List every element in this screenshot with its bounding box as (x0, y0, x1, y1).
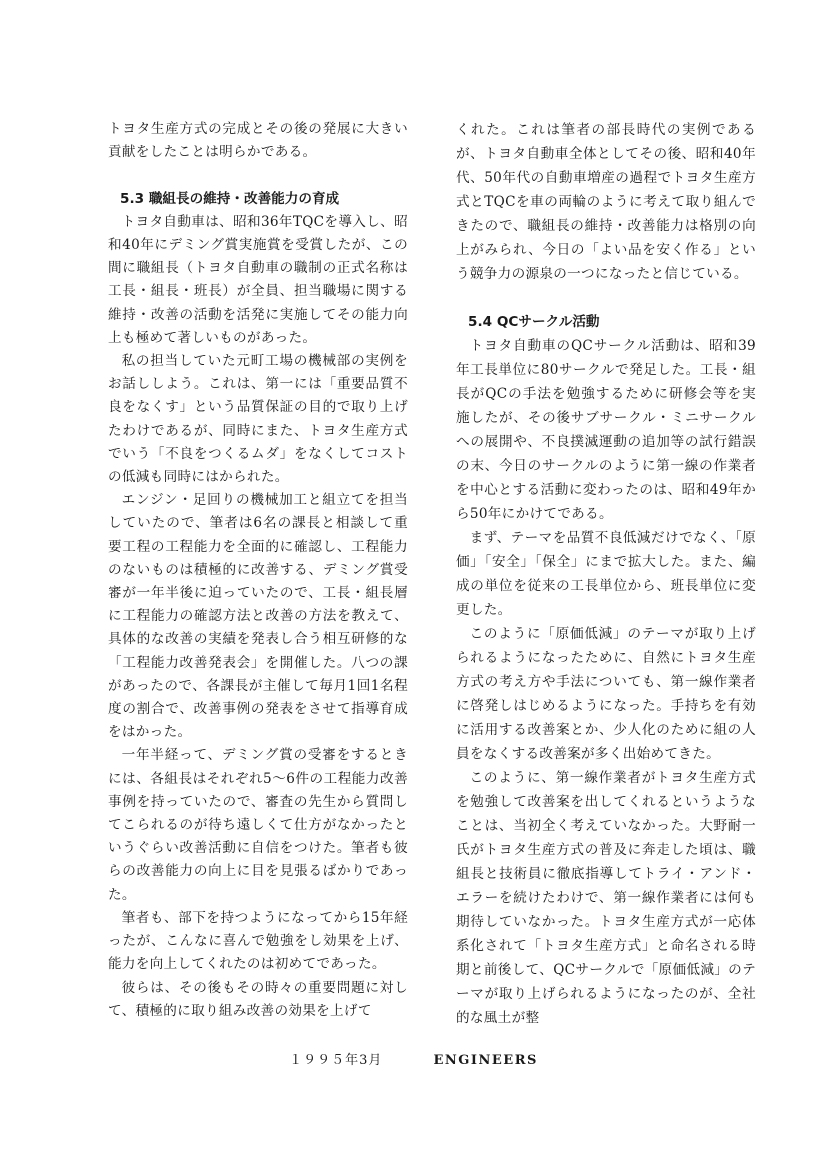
paragraph: 私の担当していた元町工場の機械部の実例をお話ししよう。これは、第一には「重要品質不良をなくす」という品質保証の目的で取り上げたわけであるが、同時にまた、トヨタ生産方式でいう「不良をつくるムダ」をなくしてコストの低減も同時にはかられた。 (108, 353, 408, 486)
paragraph: 一年半経って、デミング賞の受審をするときには、各組長はそれぞれ5〜6件の工程能力改善事例を持っていたので、審査の先生から質問してこられるのが待ち遠しくて仕方がなかったというぐらい改善活動に自信をつけた。筆者も彼らの改善能力の向上に目を見張るばかりであった。 (108, 747, 408, 903)
section-heading-5-4: 5.4 QCサークル活動 (468, 314, 600, 330)
spacer (108, 164, 408, 187)
left-column (108, 118, 408, 1023)
spacer (456, 286, 756, 310)
paragraph: トヨタ自動車のQCサークル活動は、昭和39年工長単位に80サークルで発足した。工長・組長がQCの手法を勉強するために研修会等を実施したが、その後サブサークル・ミニサークルへの展開や、不良撲滅運動の追加等の試行錯誤の末、今日のサークルのように第一線の作業者を中心とする活動に変わったのは、昭和49年から50年にかけてである。 (456, 338, 756, 522)
paragraph: 彼らは、その後もその時々の重要問題に対して、積極的に取り組み改善の効果を上げて (108, 979, 408, 1019)
paragraph: トヨタ生産方式の完成とその後の発展に大きい貢献をしたことは明らかである。 (108, 121, 408, 161)
paragraph: トヨタ自動車は、昭和36年TQCを導入し、昭和40年にデミング賞実施賞を受賞したが、この間に職組長（トヨタ自動車の職制の正式名称は工長・組長・班長）が全員、担当職場に関する維持・改善の活動を活発に実施してその能力向上も極めて著しいものがあった。 (108, 213, 408, 346)
page-footer (0, 1049, 827, 1068)
paragraph: 筆者も、部下を持つようになってから15年経ったが、こんなに喜んで勉強をし効果を上げ、能力を向上してくれたのは初めてであった。 (108, 909, 408, 973)
paragraph: まず、テーマを品質不良低減だけでなく、「原価」「安全」「保全」にまで拡大した。また、編成の単位を従来の工長単位から、班長単位に変更した。 (456, 530, 756, 618)
paragraph: このように「原価低減」のテーマが取り上げられるようになったために、自然にトヨタ生産方式の考え方や手法についても、第一線作業者に啓発しはじめるようになった。手持ちを有効に活用する改善案とか、少人化のために組の人員をなくする改善案が多く出始めてきた。 (456, 626, 756, 762)
paragraph: エンジン・足回りの機械加工と組立てを担当していたので、筆者は6名の課長と相談して重要工程の工程能力を全面的に確認し、工程能力のないものは積極的に改善する、デミング賞受審が一年半後に迫っていたので、工長・組長層に工程能力の確認方法と改善の方法を教えて、具体的な改善の実績を発表し合う相互研修的な「工程能力改善発表会」を開催した。八つの課があったので、各課長が主催して毎月1回1名程度の割合で、改善事例の発表をさせて指導育成をはかった。 (108, 492, 408, 741)
right-column (456, 118, 756, 1030)
footer-issue-date: １９９５年3月 (289, 1053, 383, 1068)
section-heading-5-3: 5.3 職組長の維持・改善能力の育成 (120, 190, 340, 207)
paragraph: このように、第一線作業者がトヨタ生産方式を勉強して改善案を出してくれるというようなことは、当初全く考えていなかった。大野耐一氏がトヨタ生産方式の普及に奔走した頃は、職組長と技術員に徹底指導してトライ・アンド・エラーを続けたわけで、第一線作業者には何も期待していなかった。トヨタ生産方式が一応体系化されて「トヨタ生産方式」と命名される時期と前後して、QCサークルで「原価低減」のテーマが取り上げられるようになったのが、全社的な風土が整 (456, 770, 756, 1026)
paragraph: くれた。これは筆者の部長時代の実例であるが、トヨタ自動車全体としてその後、昭和40年代、50年代の自動車増産の過程でトヨタ生産方式とTQCを車の両輪のように考えて取り組んできたので、職組長の維持・改善能力は格別の向上がみられ、今日の「よい品を安く作る」という競争力の源泉の一つになったと信じている。 (456, 122, 756, 282)
footer-magazine-name: ENGINEERS (433, 1053, 538, 1068)
